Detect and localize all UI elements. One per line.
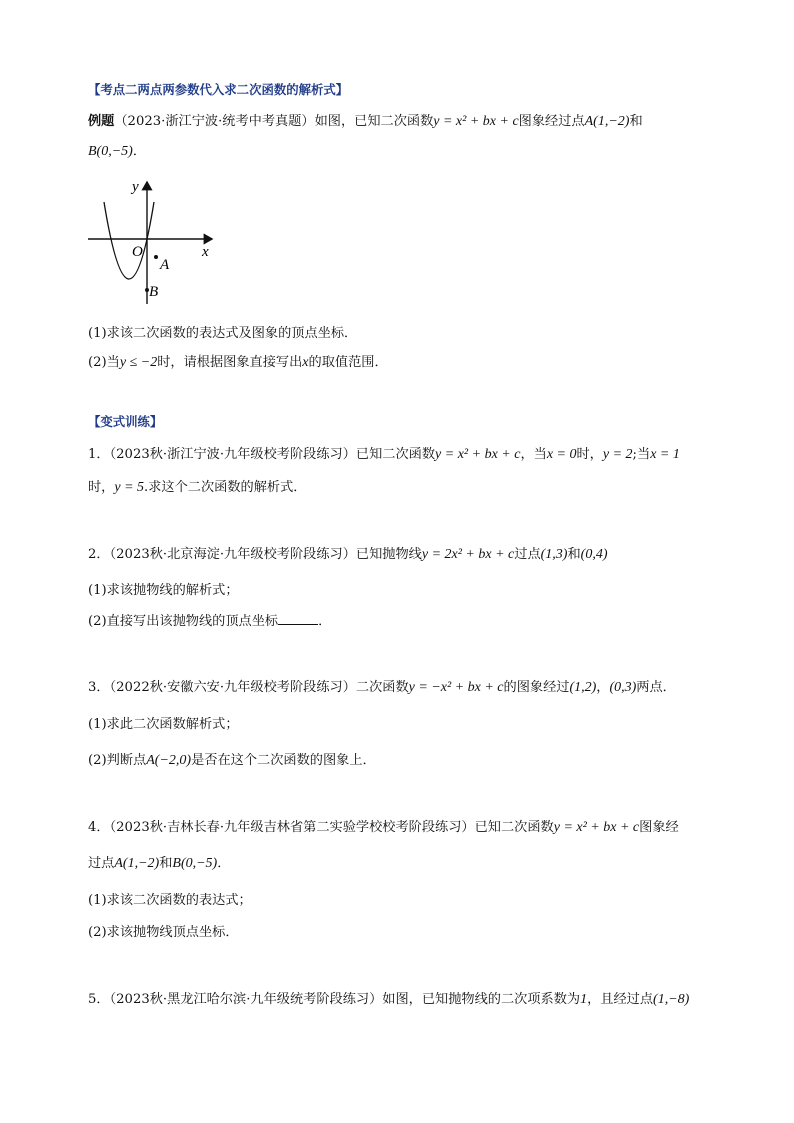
problem-4-question-2: (2)求该抛物线顶点坐标． [88,925,239,940]
parabola-graph [86,176,221,308]
p1-cond-1: x = 0 [546,447,577,462]
q2-mid: 时，请根据图象直接写出 [157,355,303,370]
p4-source: 4．（2023秋·吉林长春·九年级吉林省第二实验学校校考阶段练习）已知二次函数 [88,820,554,835]
p4-text-c: 过点 [88,856,115,871]
example-point-a: A(1,−2) [584,114,630,129]
p1-source: 1．（2023秋·浙江宁波·九年级校考阶段练习）已知二次函数 [88,447,436,462]
problem-4-line-1 [88,819,679,837]
p2-text-b: 过点 [514,547,541,562]
p5-point: (1,−8) [653,992,690,1007]
point-b-label: B [149,284,159,300]
p3-text-c: ， [596,680,610,695]
p4-formula: y = x² + bx + c [553,820,640,835]
example-question-1: (1)求该二次函数的表达式及图象的顶点坐标． [88,326,358,341]
problem-4-line-2 [88,855,230,873]
problem-4-question-1: (1)求该二次函数的表达式； [88,893,252,908]
y-axis-label: y [132,179,139,195]
example-end: ． [132,144,147,159]
p2-formula: y = 2x² + bx + c [421,547,515,562]
problem-5-line-1 [88,991,689,1009]
p4-point-b: B(0,−5) [172,856,218,871]
example-question-2 [88,354,388,372]
p1-cond-2: y = 2 [602,447,633,462]
q2-pre: (2)当 [88,355,120,370]
variant-title: 【变式训练】 [88,414,163,429]
example-and: 和 [629,114,643,129]
p2-text-c: 和 [567,547,581,562]
x-axis-label: x [202,244,209,260]
example-point-b: B(0,−5) [88,144,133,159]
p1-formula: y = x² + bx + c [435,447,521,462]
p3-formula: y = −x² + bx + c [408,680,504,695]
p5-coefficient: 1 [580,992,588,1007]
p1-text-b: ，当 [520,447,547,462]
q2-condition: y ≤ −2 [119,355,158,370]
p5-source: 5．（2023秋·黑龙江哈尔滨·九年级统考阶段练习）如图，已知抛物线的二次项系数为 [88,992,581,1007]
p1-cond-3: x = 1 [650,447,680,462]
section-title: 【考点二两点两参数代入求二次函数的解析式】 [88,82,349,97]
example-text: 图象经过点 [518,114,585,129]
p1-cond-4: y = 5 [114,480,145,495]
p1-text-e: 时， [88,480,115,495]
p2-q2-end: ． [318,614,332,629]
p1-text-g: .求这个二次函数的解析式． [144,480,307,495]
example-label: 例题 [88,114,115,129]
origin-label: O [132,244,143,260]
p3-q2-pre: (2)判断点 [88,753,147,768]
p5-text-b: ，且经过点 [587,992,654,1007]
p4-point-a: A(1,−2) [114,856,160,871]
answer-blank[interactable] [278,612,318,625]
p1-text-d: ;当 [632,447,651,462]
p3-q2-point: A(−2,0) [146,753,192,768]
example-source: （2023·浙江宁波·统考中考真题）如图，已知二次函数 [114,114,434,129]
p2-point-2: (0,4) [580,547,608,562]
example-line-2 [88,143,146,161]
problem-1-line-2 [88,479,307,497]
problem-1-line-1 [88,446,680,464]
problem-2-question-2 [88,612,331,631]
problem-3-line-1 [88,679,676,697]
p3-q2-end: 是否在这个二次函数的图象上． [191,753,376,768]
example-formula: y = x² + bx + c [433,114,519,129]
example-line-1 [88,113,643,131]
p3-text-d: 两点． [636,680,676,695]
p2-source: 2．（2023秋·北京海淀·九年级校考阶段练习）已知抛物线 [88,547,422,562]
p2-point-1: (1,3) [540,547,568,562]
problem-3-question-1: (1)求此二次函数解析式； [88,717,239,732]
q2-end: 的取值范围． [308,355,388,370]
problem-3-question-2 [88,752,376,770]
p3-point-2: (0,3) [609,680,637,695]
p2-q2-text: (2)直接写出该抛物线的顶点坐标 [88,614,279,629]
p4-text-d: 和 [159,856,173,871]
p3-text-b: 的图象经过 [503,680,570,695]
problem-2-question-1: (1)求该抛物线的解析式； [88,583,239,598]
q2-variable: x [302,355,309,370]
p4-text-e: ． [217,856,231,871]
p1-text-c: 时， [576,447,603,462]
p3-source: 3．（2022秋·安徽六安·九年级校考阶段练习）二次函数 [88,680,409,695]
point-a-dot [154,255,158,259]
p4-text-b: 图象经 [639,820,679,835]
p3-point-1: (1,2) [569,680,597,695]
problem-2-line-1 [88,546,607,564]
point-a-label: A [160,257,170,273]
